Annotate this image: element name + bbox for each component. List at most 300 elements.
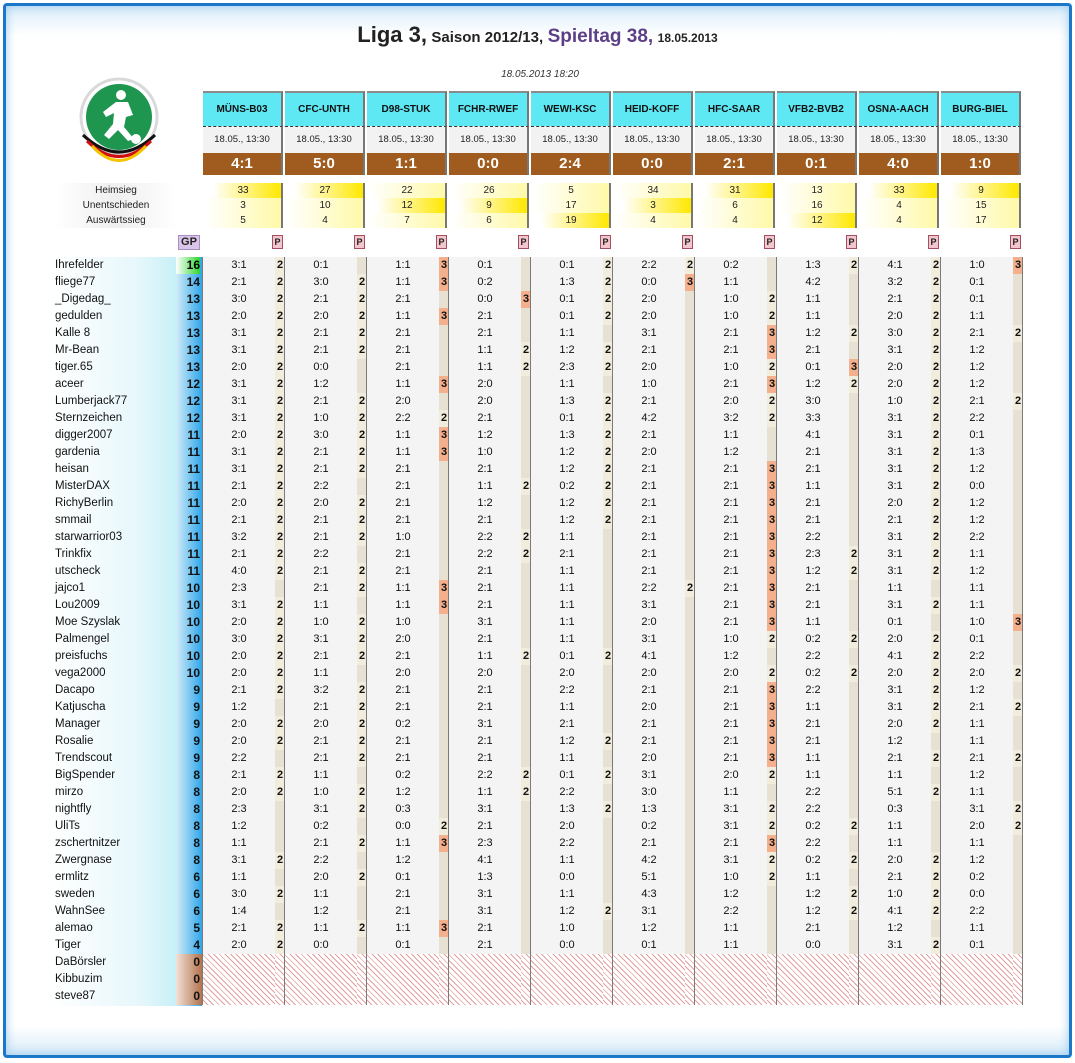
- player-tip: 0:2: [777, 818, 849, 835]
- column-separator: [366, 257, 367, 1005]
- player-tip: 2:1: [613, 733, 685, 750]
- player-tip: 2:1: [367, 750, 439, 767]
- points-subcolumn-header[interactable]: P: [436, 235, 447, 249]
- player-tip: 1:2: [285, 376, 357, 393]
- points-subcolumn-header[interactable]: P: [354, 235, 365, 249]
- player-tip: 1:2: [531, 444, 603, 461]
- player-tip: 2:2: [285, 478, 357, 495]
- player-name[interactable]: Sternzeichen: [55, 412, 123, 424]
- player-points: 9: [193, 734, 200, 748]
- tip-points: 3: [767, 342, 777, 359]
- player-tip: 2:1: [859, 869, 931, 886]
- player-name[interactable]: smmail: [55, 514, 92, 526]
- tip-points: 2: [767, 818, 777, 835]
- player-tip: 1:2: [531, 512, 603, 529]
- player-tip: 1:1: [941, 920, 1013, 937]
- tip-points: 2: [521, 784, 531, 801]
- stat-away: 7: [369, 213, 445, 228]
- tip-points: 2: [603, 903, 613, 920]
- player-name[interactable]: MisterDAX: [55, 480, 110, 492]
- player-tip: 2:1: [449, 512, 521, 529]
- tip-points: 2: [275, 546, 285, 563]
- tip-points: 2: [521, 478, 531, 495]
- match-result: 0:1: [777, 153, 857, 175]
- player-tip: 3:1: [203, 393, 275, 410]
- player-tip: 2:0: [285, 869, 357, 886]
- player-tip: [613, 954, 685, 971]
- tip-points: 2: [931, 852, 941, 869]
- player-tip: 2:1: [203, 767, 275, 784]
- tip-points: 3: [767, 478, 777, 495]
- tip-points: 3: [439, 257, 449, 274]
- player-tip: 1:3: [531, 801, 603, 818]
- match-header[interactable]: VFB2-BVB2: [777, 91, 857, 126]
- player-tip: 1:1: [531, 597, 603, 614]
- player-tip: 1:2: [777, 903, 849, 920]
- player-tip: 1:1: [531, 699, 603, 716]
- stat-label-draw: Unentschieden: [82, 200, 150, 211]
- player-tip: 2:0: [859, 376, 931, 393]
- player-points: 12: [186, 411, 200, 425]
- player-name[interactable]: Katjuscha: [55, 701, 106, 713]
- player-tip: 1:1: [367, 376, 439, 393]
- player-tip: 2:1: [777, 444, 849, 461]
- match-header[interactable]: HEID-KOFF: [613, 91, 693, 126]
- player-tip: 2:1: [695, 699, 767, 716]
- tip-points: 3: [439, 308, 449, 325]
- player-tip: 1:0: [859, 886, 931, 903]
- points-subcolumn-header[interactable]: P: [928, 235, 939, 249]
- tip-points: 2: [931, 257, 941, 274]
- player-tip: 0:0: [531, 869, 603, 886]
- player-name[interactable]: jajco1: [55, 582, 86, 594]
- player-name[interactable]: Zwergnase: [55, 854, 112, 866]
- player-tip: 2:0: [367, 665, 439, 682]
- player-tip: 1:1: [367, 597, 439, 614]
- tip-points: 2: [275, 291, 285, 308]
- tip-points: 2: [275, 512, 285, 529]
- tip-points: 2: [931, 444, 941, 461]
- player-tip: 2:1: [613, 546, 685, 563]
- tip-points: 2: [603, 733, 613, 750]
- column-separator: [612, 257, 613, 1005]
- column-separator: [1022, 257, 1023, 1005]
- tip-points: 3: [767, 597, 777, 614]
- tip-points: 2: [357, 495, 367, 512]
- player-points: 8: [193, 836, 200, 850]
- player-name[interactable]: Ihrefelder: [55, 259, 104, 271]
- player-tip: 1:1: [695, 920, 767, 937]
- tip-points: 2: [275, 920, 285, 937]
- player-tip: 2:0: [449, 665, 521, 682]
- player-name[interactable]: Trinkfix: [55, 548, 92, 560]
- player-tip: 2:1: [203, 920, 275, 937]
- tip-points: 2: [275, 359, 285, 376]
- tip-points: 3: [439, 920, 449, 937]
- match-header[interactable]: BURG-BIEL: [941, 91, 1021, 126]
- player-tip: 1:2: [695, 886, 767, 903]
- stat-draw: 12: [369, 198, 445, 213]
- tip-points: 3: [521, 291, 531, 308]
- stat-draw: 9: [451, 198, 527, 213]
- player-tip: [941, 988, 1013, 1005]
- match-header[interactable]: MÜNS-B03: [203, 91, 283, 126]
- column-separator: [530, 257, 531, 1005]
- player-name[interactable]: utscheck: [55, 565, 101, 577]
- player-tip: 1:2: [777, 325, 849, 342]
- player-name[interactable]: Rosalie: [55, 735, 94, 747]
- tip-points: 3: [685, 274, 695, 291]
- player-tip: 3:1: [613, 767, 685, 784]
- tip-points: 2: [357, 342, 367, 359]
- player-name[interactable]: preisfuchs: [55, 650, 108, 662]
- tip-points: 2: [521, 648, 531, 665]
- tip-points: 2: [357, 750, 367, 767]
- player-tip: 1:1: [285, 886, 357, 903]
- player-tip: [203, 954, 275, 971]
- player-tip: 2:0: [613, 444, 685, 461]
- tip-points: 2: [603, 257, 613, 274]
- tip-points: 2: [931, 308, 941, 325]
- player-tip: 2:3: [203, 801, 275, 818]
- player-points: 16: [176, 257, 200, 274]
- player-tip: 1:1: [859, 767, 931, 784]
- player-tip: 0:1: [941, 427, 1013, 444]
- player-tip: 2:1: [367, 291, 439, 308]
- player-tip: 2:0: [613, 614, 685, 631]
- match-kickoff: 18.05., 13:30: [531, 126, 611, 153]
- stat-home: 13: [779, 183, 855, 198]
- tip-points: 2: [849, 852, 859, 869]
- tip-points: 3: [767, 716, 777, 733]
- player-tip: 2:2: [367, 410, 439, 427]
- tip-points: 2: [275, 410, 285, 427]
- tip-points: 2: [357, 614, 367, 631]
- player-name[interactable]: UliTs: [55, 820, 80, 832]
- tip-points: 2: [931, 546, 941, 563]
- player-points: 10: [186, 649, 200, 663]
- player-tip: 2:0: [203, 427, 275, 444]
- tip-points: 2: [603, 359, 613, 376]
- player-tip: 1:3: [531, 393, 603, 410]
- tip-points: 2: [931, 529, 941, 546]
- player-tip: 1:1: [531, 325, 603, 342]
- player-tip: [777, 971, 849, 988]
- player-tip: 2:3: [449, 835, 521, 852]
- stat-home: 34: [615, 183, 691, 198]
- player-tip: 1:1: [941, 580, 1013, 597]
- player-name[interactable]: Lou2009: [55, 599, 100, 611]
- player-points: 8: [193, 785, 200, 799]
- player-tip: 1:2: [941, 852, 1013, 869]
- player-tip: 0:0: [941, 478, 1013, 495]
- tip-points: 2: [357, 648, 367, 665]
- player-name-column: [52, 257, 176, 1006]
- match-result: 0:0: [613, 153, 693, 175]
- match-header[interactable]: FCHR-RWEF: [449, 91, 529, 126]
- player-tip: 2:1: [285, 648, 357, 665]
- player-points: 13: [186, 292, 200, 306]
- player-tip: 1:2: [941, 563, 1013, 580]
- player-tip: 2:1: [449, 631, 521, 648]
- points-subcolumn-header[interactable]: P: [682, 235, 693, 249]
- tip-points: 3: [767, 750, 777, 767]
- stat-away: 4: [287, 213, 363, 228]
- match-header[interactable]: WEWI-KSC: [531, 91, 611, 126]
- tip-points: 2: [931, 631, 941, 648]
- player-tip: 1:0: [941, 257, 1013, 274]
- stat-away: 5: [205, 213, 281, 228]
- match-kickoff: 18.05., 13:30: [203, 126, 283, 153]
- player-tip: 0:1: [777, 359, 849, 376]
- player-name[interactable]: Lumberjack77: [55, 395, 128, 407]
- player-tip: 2:0: [859, 665, 931, 682]
- player-tip: 1:2: [613, 920, 685, 937]
- player-tip: 2:1: [285, 393, 357, 410]
- player-tip: 3:1: [695, 852, 767, 869]
- player-tip: 1:1: [531, 529, 603, 546]
- tip-points: 2: [275, 274, 285, 291]
- player-tip: 1:1: [531, 580, 603, 597]
- stat-draw: 16: [779, 198, 855, 213]
- player-tip: 2:1: [449, 682, 521, 699]
- stat-label-away-win: Auswärtssieg: [86, 215, 146, 226]
- player-name[interactable]: Mr-Bean: [55, 344, 100, 356]
- player-tip: 1:2: [531, 342, 603, 359]
- player-name[interactable]: zschertnitzer: [55, 837, 121, 849]
- player-tip: 2:1: [367, 495, 439, 512]
- player-tip: 1:2: [941, 376, 1013, 393]
- player-tip: [285, 971, 357, 988]
- player-tip: 1:1: [859, 580, 931, 597]
- match-header[interactable]: D98-STUK: [367, 91, 447, 126]
- tip-points: 2: [931, 325, 941, 342]
- player-tip: 2:0: [859, 308, 931, 325]
- player-name[interactable]: WahnSee: [55, 905, 106, 917]
- player-tip: 1:0: [695, 359, 767, 376]
- stat-away: 4: [615, 213, 691, 228]
- player-tip: 1:2: [203, 699, 275, 716]
- player-tip: 2:1: [367, 512, 439, 529]
- player-points: 10: [186, 581, 200, 595]
- player-tip: 1:1: [941, 835, 1013, 852]
- points-subcolumn-header[interactable]: P: [600, 235, 611, 249]
- points-column-header[interactable]: GP: [178, 235, 200, 250]
- player-tip: 1:1: [449, 784, 521, 801]
- stat-draw: 17: [533, 198, 609, 213]
- stat-home: 9: [943, 183, 1019, 198]
- player-tip: [449, 988, 521, 1005]
- stat-away: 17: [943, 213, 1019, 228]
- player-name[interactable]: alemao: [55, 922, 93, 934]
- match-header[interactable]: OSNA-AACH: [859, 91, 939, 126]
- player-name[interactable]: aceer: [55, 378, 84, 390]
- match-result: 2:4: [531, 153, 611, 175]
- player-tip: 3:1: [203, 325, 275, 342]
- update-timestamp: 18.05.2013 18:20: [501, 69, 579, 80]
- player-name[interactable]: Palmengel: [55, 633, 110, 645]
- player-tip: 0:1: [531, 257, 603, 274]
- player-tip: [531, 971, 603, 988]
- player-tip: 2:1: [203, 546, 275, 563]
- tip-points: 2: [357, 733, 367, 750]
- player-tip: 2:2: [777, 648, 849, 665]
- player-tip: 2:0: [285, 716, 357, 733]
- stat-away: 19: [533, 213, 609, 228]
- player-tip: 3:1: [859, 937, 931, 954]
- tip-points: 2: [603, 308, 613, 325]
- player-tip: 0:1: [941, 937, 1013, 954]
- player-tip: 2:0: [203, 733, 275, 750]
- player-tip: 2:1: [777, 733, 849, 750]
- player-tip: 1:0: [695, 308, 767, 325]
- points-subcolumn-header[interactable]: P: [518, 235, 529, 249]
- player-tip: 3:1: [859, 444, 931, 461]
- player-tip: 2:1: [695, 682, 767, 699]
- player-points: 9: [193, 683, 200, 697]
- player-tip: 5:1: [613, 869, 685, 886]
- player-tip: 1:1: [695, 427, 767, 444]
- tip-points: 2: [275, 852, 285, 869]
- player-tip: 1:0: [695, 631, 767, 648]
- player-name[interactable]: digger2007: [55, 429, 113, 441]
- player-tip: 2:1: [859, 291, 931, 308]
- player-name[interactable]: Kalle 8: [55, 327, 91, 339]
- player-tip: 2:1: [695, 580, 767, 597]
- match-header[interactable]: CFC-UNTH: [285, 91, 365, 126]
- player-name[interactable]: mirzo: [55, 786, 84, 798]
- player-tip: 2:1: [613, 835, 685, 852]
- tip-points: 2: [603, 444, 613, 461]
- tip-points: 2: [275, 478, 285, 495]
- player-tip: 2:0: [941, 665, 1013, 682]
- player-tip: 2:1: [367, 733, 439, 750]
- player-tip: 1:1: [695, 784, 767, 801]
- player-name[interactable]: DaBörsler: [55, 956, 107, 968]
- player-tip: 2:1: [367, 461, 439, 478]
- player-tip: 0:1: [941, 274, 1013, 291]
- player-tip: 4:1: [859, 903, 931, 920]
- player-tip: 1:2: [695, 648, 767, 665]
- player-tip: 1:2: [531, 495, 603, 512]
- player-tip: 2:1: [695, 733, 767, 750]
- player-points: 13: [186, 343, 200, 357]
- tip-points: 2: [1013, 801, 1023, 818]
- points-subcolumn-header[interactable]: P: [1010, 235, 1021, 249]
- player-tip: 1:1: [695, 274, 767, 291]
- player-name[interactable]: heisan: [55, 463, 89, 475]
- player-name[interactable]: steve87: [55, 990, 96, 1002]
- player-points: 5: [193, 921, 200, 935]
- stat-home: 33: [205, 183, 281, 198]
- player-name[interactable]: _Digedag_: [55, 293, 111, 305]
- column-separator: [448, 257, 449, 1005]
- player-tip: 2:0: [613, 699, 685, 716]
- player-name[interactable]: nightfly: [55, 803, 92, 815]
- tip-points: 2: [357, 325, 367, 342]
- player-name[interactable]: sweden: [55, 888, 95, 900]
- tip-points: 2: [931, 903, 941, 920]
- player-tip: 2:1: [285, 291, 357, 308]
- match-kickoff: 18.05., 13:30: [285, 126, 365, 153]
- player-tip: 2:2: [777, 835, 849, 852]
- tip-points: 2: [275, 461, 285, 478]
- player-tip: 3:1: [203, 444, 275, 461]
- player-name[interactable]: BigSpender: [55, 769, 116, 781]
- player-name[interactable]: RichyBerlin: [55, 497, 114, 509]
- player-tip: 2:0: [531, 818, 603, 835]
- player-tip: 2:0: [203, 716, 275, 733]
- player-name[interactable]: Trendscout: [55, 752, 113, 764]
- player-tip: 3:0: [285, 427, 357, 444]
- player-tip: 0:1: [531, 767, 603, 784]
- player-tip: [695, 954, 767, 971]
- player-tip: 2:1: [695, 495, 767, 512]
- player-name[interactable]: Manager: [55, 718, 101, 730]
- stat-draw: 3: [615, 198, 691, 213]
- player-tip: [695, 988, 767, 1005]
- player-tip: 2:3: [203, 580, 275, 597]
- tip-points: 2: [603, 801, 613, 818]
- player-tip: 2:0: [613, 359, 685, 376]
- player-tip: 0:0: [941, 886, 1013, 903]
- tip-points: 2: [603, 495, 613, 512]
- player-name[interactable]: Moe Szyslak: [55, 616, 121, 628]
- player-tip: 3:1: [859, 546, 931, 563]
- player-tip: 0:1: [449, 257, 521, 274]
- player-name[interactable]: gardenia: [55, 446, 100, 458]
- tip-points: 2: [931, 427, 941, 444]
- player-tip: 3:1: [859, 410, 931, 427]
- points-subcolumn-header[interactable]: P: [272, 235, 283, 249]
- player-name[interactable]: vega2000: [55, 667, 106, 679]
- player-tip: 1:1: [777, 614, 849, 631]
- tip-points: 2: [357, 274, 367, 291]
- tip-points: 2: [931, 665, 941, 682]
- stat-home: 27: [287, 183, 363, 198]
- player-tip: 0:2: [777, 631, 849, 648]
- player-name[interactable]: fliege77: [55, 276, 96, 288]
- player-tip: 1:2: [449, 495, 521, 512]
- player-tip: 1:1: [367, 580, 439, 597]
- player-name[interactable]: gedulden: [55, 310, 103, 322]
- player-points: 0: [193, 955, 200, 969]
- player-tip: 2:1: [285, 733, 357, 750]
- points-subcolumn-header[interactable]: P: [846, 235, 857, 249]
- player-points: 8: [193, 802, 200, 816]
- player-tip: 2:1: [285, 325, 357, 342]
- player-name[interactable]: ermlitz: [55, 871, 89, 883]
- match-header[interactable]: HFC-SAAR: [695, 91, 775, 126]
- player-tip: 0:0: [367, 818, 439, 835]
- player-name[interactable]: tiger.65: [55, 361, 93, 373]
- tip-points: 2: [931, 716, 941, 733]
- player-name[interactable]: Dacapo: [55, 684, 95, 696]
- player-tip: 3:1: [859, 427, 931, 444]
- player-tip: 2:0: [367, 631, 439, 648]
- tip-points: 3: [439, 580, 449, 597]
- player-tip: 2:1: [449, 750, 521, 767]
- player-tip: [613, 988, 685, 1005]
- tip-points: 2: [275, 682, 285, 699]
- player-tip: 1:1: [941, 597, 1013, 614]
- tip-points: 2: [767, 852, 777, 869]
- player-name[interactable]: Kibbuzim: [55, 973, 103, 985]
- player-tip: 2:1: [695, 546, 767, 563]
- player-name[interactable]: starwarrior03: [55, 531, 123, 543]
- points-subcolumn-header[interactable]: P: [764, 235, 775, 249]
- player-name[interactable]: Tiger: [55, 939, 81, 951]
